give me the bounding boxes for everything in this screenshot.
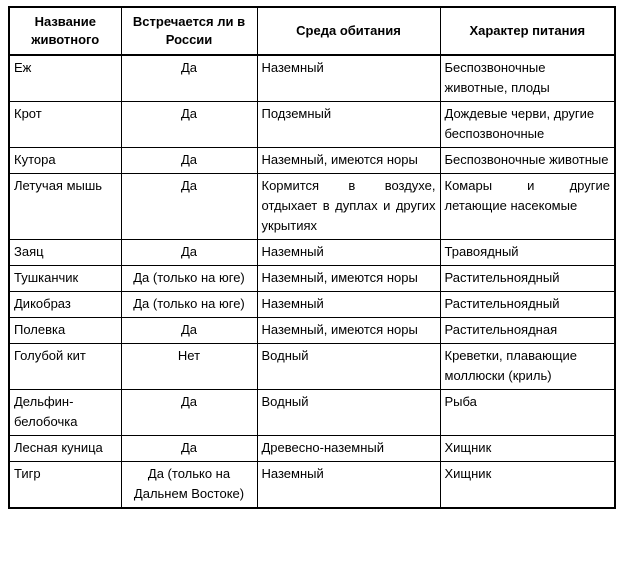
cell-found-in-russia: Да [121, 174, 257, 240]
cell-found-in-russia: Да (только на юге) [121, 266, 257, 292]
animals-table-container [8, 6, 614, 509]
cell-animal-name: Полевка [9, 318, 121, 344]
cell-diet: Растительноядная [440, 318, 615, 344]
table-row [9, 148, 615, 174]
cell-habitat: Наземный [257, 240, 440, 266]
header-found-in-russia: Встречается ли в России [121, 7, 257, 55]
header-habitat: Среда обитания [257, 7, 440, 55]
cell-diet: Креветки, плавающие моллюски (криль) [440, 344, 615, 390]
table-row [9, 55, 615, 102]
cell-animal-name: Голубой кит [9, 344, 121, 390]
cell-diet: Растительноядный [440, 292, 615, 318]
cell-habitat: Наземный, имеются норы [257, 318, 440, 344]
cell-animal-name: Дикобраз [9, 292, 121, 318]
table-row [9, 174, 615, 240]
cell-diet: Растительноядный [440, 266, 615, 292]
cell-animal-name: Дельфин-белобочка [9, 390, 121, 436]
cell-found-in-russia: Да [121, 55, 257, 102]
cell-animal-name: Тушканчик [9, 266, 121, 292]
cell-habitat: Древесно-наземный [257, 436, 440, 462]
table-row [9, 462, 615, 509]
table-row [9, 344, 615, 390]
table-body [9, 55, 615, 508]
cell-animal-name: Летучая мышь [9, 174, 121, 240]
cell-animal-name: Кутора [9, 148, 121, 174]
table-row [9, 390, 615, 436]
cell-diet: Хищник [440, 462, 615, 509]
cell-found-in-russia: Да [121, 240, 257, 266]
table-row [9, 102, 615, 148]
cell-diet: Рыба [440, 390, 615, 436]
cell-habitat: Наземный [257, 462, 440, 509]
cell-diet: Дождевые черви, другие беспозвоночные [440, 102, 615, 148]
table-row [9, 266, 615, 292]
cell-animal-name: Еж [9, 55, 121, 102]
table-header [9, 7, 615, 55]
header-diet: Характер питания [440, 7, 615, 55]
cell-habitat: Водный [257, 344, 440, 390]
cell-found-in-russia: Да [121, 102, 257, 148]
table-row [9, 436, 615, 462]
cell-found-in-russia: Да [121, 318, 257, 344]
cell-habitat: Наземный [257, 55, 440, 102]
cell-habitat: Наземный, имеются норы [257, 266, 440, 292]
animals-table [8, 6, 616, 509]
cell-diet: Комары и другие летающие насекомые [440, 174, 615, 240]
cell-found-in-russia: Да [121, 390, 257, 436]
cell-found-in-russia: Да (только на Дальнем Востоке) [121, 462, 257, 509]
table-row [9, 318, 615, 344]
cell-found-in-russia: Да (только на юге) [121, 292, 257, 318]
cell-found-in-russia: Да [121, 148, 257, 174]
cell-habitat: Водный [257, 390, 440, 436]
cell-habitat: Подземный [257, 102, 440, 148]
cell-diet: Беспозвоночные животные [440, 148, 615, 174]
cell-animal-name: Лесная куница [9, 436, 121, 462]
cell-habitat: Кормится в воздухе, отдыхает в дуплах и других укрытиях [257, 174, 440, 240]
cell-diet: Беспозвоночные животные, плоды [440, 55, 615, 102]
table-row [9, 240, 615, 266]
cell-diet: Хищник [440, 436, 615, 462]
header-animal-name: Название животного [9, 7, 121, 55]
cell-habitat: Наземный [257, 292, 440, 318]
table-row [9, 292, 615, 318]
header-row [9, 7, 615, 55]
cell-animal-name: Тигр [9, 462, 121, 509]
cell-found-in-russia: Нет [121, 344, 257, 390]
cell-diet: Травоядный [440, 240, 615, 266]
cell-animal-name: Крот [9, 102, 121, 148]
cell-found-in-russia: Да [121, 436, 257, 462]
cell-habitat: Наземный, имеются норы [257, 148, 440, 174]
cell-animal-name: Заяц [9, 240, 121, 266]
